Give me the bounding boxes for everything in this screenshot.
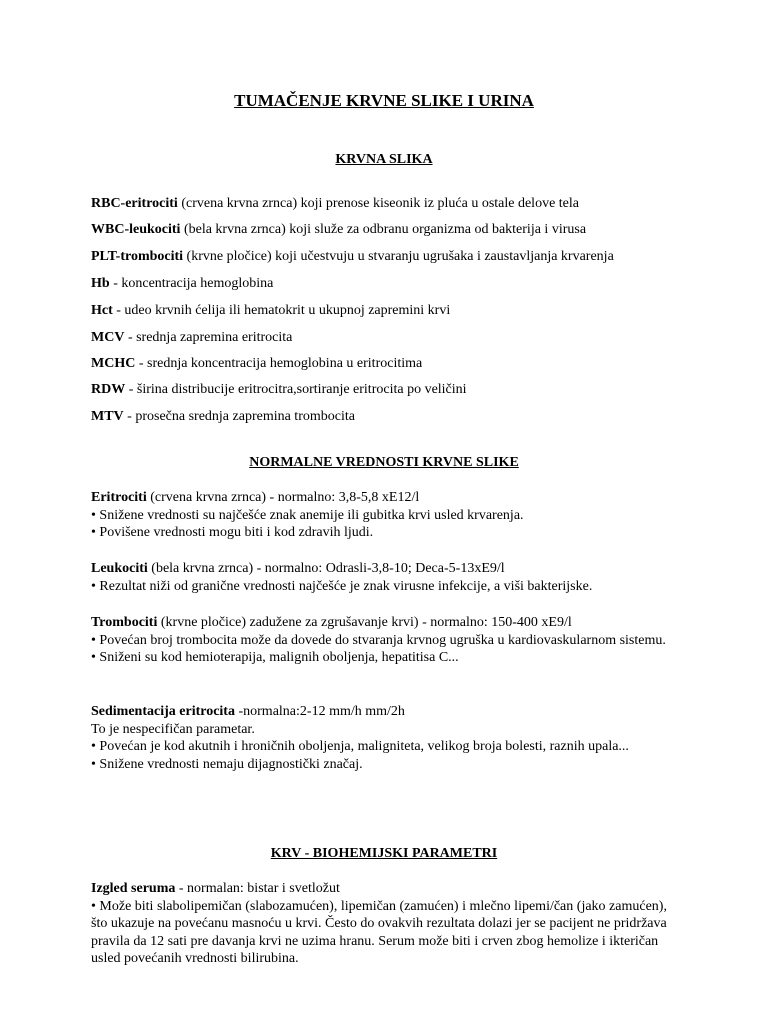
description: - prosečna srednja zapremina trombocita: [123, 409, 355, 424]
description: - udeo krvnih ćelija ili hematokrit u ukupnoj zapremini krvi: [112, 303, 451, 318]
bullet-line: • Povišene vrednosti mogu biti i kod zdravih ljudi.: [91, 525, 374, 540]
bullet-line: • Snižene vrednosti nemaju dijagnostički značaj.: [91, 756, 363, 772]
description: - koncentracija hemoglobina: [109, 276, 274, 291]
section-heading-krvna-slika: KRVNA SLIKA: [335, 152, 433, 167]
section-heading-normalne-vrednosti: NORMALNE VREDNOSTI KRVNE SLIKE: [249, 455, 519, 470]
term: WBC-leukociti: [91, 222, 181, 237]
definition-wbc: [91, 221, 691, 239]
definition-mcv: [91, 329, 691, 347]
block-trombociti: [91, 614, 677, 667]
term: Sedimentacija eritrocita: [91, 704, 235, 719]
document-title: TUMAČENJE KRVNE SLIKE I URINA: [234, 91, 534, 110]
normal-range: (crvena krvna zrnca) - normalno: 3,8-5,8 xE12/l: [146, 490, 420, 505]
bullet-line: • Rezultat niži od granične vrednosti najčešće je znak virusne infekcije, a viši bakterijske.: [91, 578, 593, 594]
normal-range: (krvne pločice) zadužene za zgrušavanje krvi) - normalno: 150-400 xE9/l: [157, 615, 572, 630]
definition-mchc: [91, 355, 691, 373]
block-izgled-seruma: [91, 880, 677, 968]
definition-hb: [91, 275, 691, 293]
description: - širina distribucije eritrocitra,sortiranje eritrocita po veličini: [125, 382, 467, 397]
term: RDW: [91, 382, 126, 397]
bullet-line: • Snižene vrednosti su najčešće znak anemije ili gubitka krvi usled krvarenja.: [91, 507, 524, 523]
term: Hb: [91, 276, 110, 291]
description: - srednja koncentracija hemoglobina u eritrocitima: [135, 356, 423, 371]
text-line: To je nespecifičan parametar.: [91, 721, 255, 737]
definition-rdw: [91, 381, 691, 399]
term: Hct: [91, 303, 113, 318]
block-sedimentacija: [91, 703, 677, 773]
description: - srednja zapremina eritrocita: [124, 330, 293, 345]
description: (krvne pločice) koji učestvuju u stvaranju ugrušaka i zaustavljanja krvarenja: [183, 249, 614, 264]
term: MCV: [91, 330, 125, 345]
term: PLT-trombociti: [91, 249, 184, 264]
normal-range: - normalan: bistar i svetložut: [175, 881, 340, 896]
definition-rbc: [91, 195, 691, 213]
block-header: [91, 880, 677, 898]
description: (crvena krvna zrnca) koji prenose kiseonik iz pluća u ostale delove tela: [177, 196, 579, 211]
definition-hct: [91, 302, 691, 320]
normal-range: -normalna:2-12 mm/h mm/2h: [234, 704, 405, 719]
bullet-paragraph: • Može biti slabolipemičan (slabozamućen), lipemičan (zamućen) i mlečno lipemi/čan (jako zamućen), što ukazuje na povećanu masnoću u krvi. Često do ovakvih rezultata dolazi jer se pacijent ne pridržava pravila da 12 sati pre davanja krvi ne uzima hranu. Serum može biti i crven zbog hemolize i ikteričan usled povećanih vrednosti bilirubina.: [91, 898, 667, 966]
term: Eritrociti: [91, 490, 147, 505]
bullet-line: • Povećan broj trombocita može da dovede do stvaranja krvnog ugruška u kardiovaskularnom sistemu.: [91, 632, 666, 648]
normal-range: (bela krvna zrnca) - normalno: Odrasli-3,8-10; Deca-5-13xE9/l: [147, 561, 505, 576]
block-header: [91, 614, 677, 632]
section-heading-biohemijski-parametri: KRV - BIOHEMIJSKI PARAMETRI: [270, 846, 498, 861]
term: Leukociti: [91, 561, 148, 576]
bullet-line: • Povećan je kod akutnih i hroničnih oboljenja, maligniteta, velikog broja bolesti, raznih upala...: [91, 739, 629, 754]
bullet-line: • Sniženi su kod hemioterapija, malignih oboljenja, hepatitisa C...: [91, 650, 459, 665]
description: (bela krvna zrnca) koji služe za odbranu organizma od bakterija i virusa: [180, 222, 587, 237]
term: RBC-eritrociti: [91, 196, 178, 211]
term: Trombociti: [91, 615, 158, 630]
block-header: [91, 560, 677, 578]
definition-plt: [91, 248, 691, 266]
block-header: [91, 703, 677, 721]
block-eritrociti: [91, 489, 677, 542]
term: MCHC: [91, 356, 136, 371]
definition-mtv: [91, 408, 691, 426]
block-leukociti: [91, 560, 677, 595]
term: MTV: [91, 409, 124, 424]
term: Izgled seruma: [91, 881, 176, 896]
block-header: [91, 489, 677, 507]
